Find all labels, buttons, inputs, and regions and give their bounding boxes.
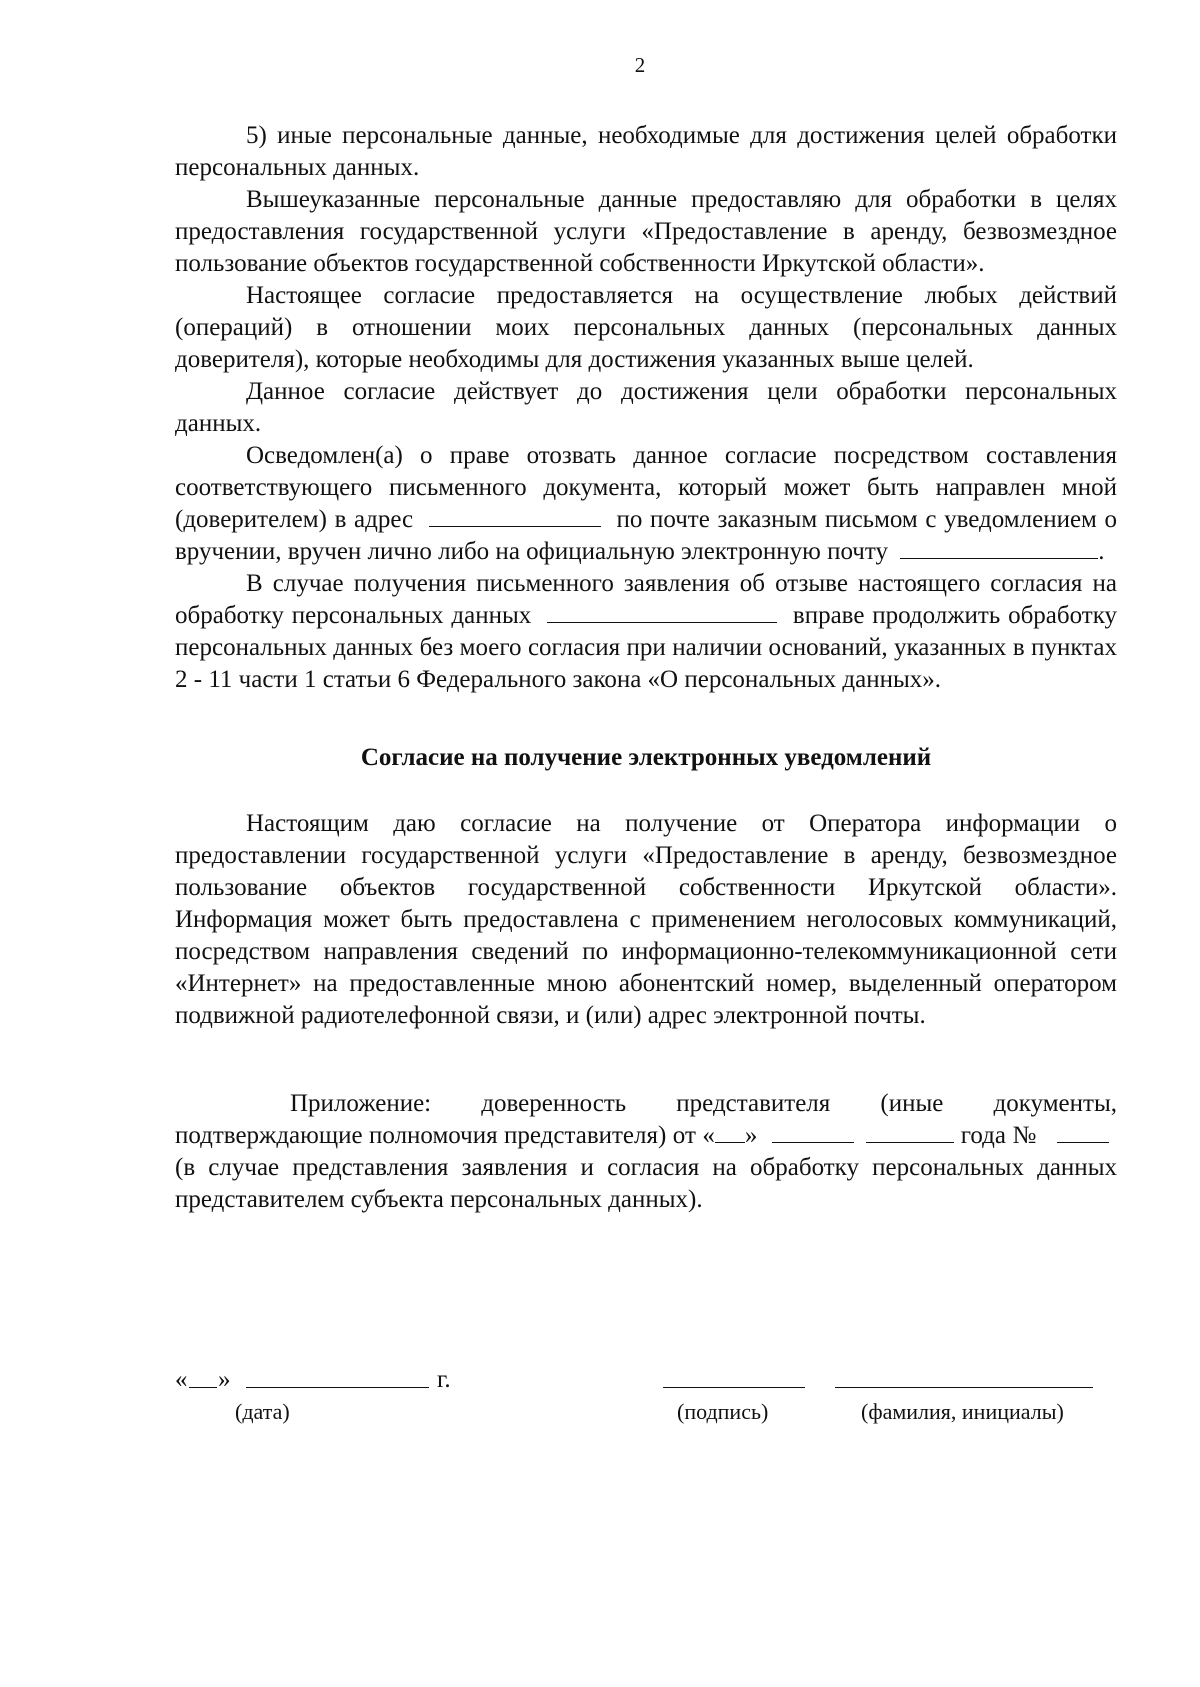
revocation-text-middle: по почте заказным письмом с уведомлением о вручении, вручен лично либо на официальную электронную почту bbox=[175, 506, 1118, 565]
operator-blank bbox=[547, 600, 777, 623]
address-blank bbox=[429, 504, 601, 527]
paragraph-actions: Настоящее согласие предоставляется на осуществление любых действий (операций) в отношении моих персональных данных (персональных данных доверителя), которые необходимы для достижения указанных выше целей. bbox=[175, 282, 1117, 373]
paragraph-revocation bbox=[175, 440, 1117, 568]
appendix-text-start: Приложение: доверенность представителя (иные документы, подтверждающие полномочия представителя) от « bbox=[175, 1090, 1117, 1149]
appendix-number-blank bbox=[1057, 1120, 1109, 1143]
paragraph-validity: Данное согласие действует до достижения цели обработки персональных данных. bbox=[175, 378, 1117, 437]
appendix-quote-close: » bbox=[744, 1122, 758, 1149]
signature-block bbox=[175, 1357, 1117, 1427]
name-caption: (фамилия, инициалы) bbox=[861, 1399, 1064, 1424]
email-blank bbox=[900, 536, 1098, 559]
appendix-year-word: года bbox=[960, 1122, 1006, 1149]
paragraph-electronic-notifications: Настоящим даю согласие на получение от Оператора информации о предоставлении государственной услуги «Предоставление в аренду, безвозмездное пользование объектов государственной собственности Иркутской области». Информация может быть предоставлена с применением неголосовых коммуникаций, посредством направления сведений по информационно-телекоммуникационной сети «Интернет» на предоставленные мною абонентский номер, выделенный оператором подвижной радиотелефонной связи, и (или) адрес электронной почты. bbox=[175, 810, 1117, 1029]
section-title: Согласие на получение электронных уведомлений bbox=[360, 744, 932, 771]
appendix-year-blank bbox=[866, 1120, 954, 1143]
page-number: 2 bbox=[634, 53, 646, 77]
withdrawal-text-start: В случае получения письменного заявления об отзыве настоящего согласия на обработку персональных данных bbox=[175, 570, 1117, 629]
appendix-day-blank bbox=[715, 1120, 745, 1143]
date-day-line bbox=[189, 1387, 217, 1388]
revocation-text-end: . bbox=[1098, 538, 1105, 565]
date-month-line bbox=[246, 1387, 429, 1388]
signature-line bbox=[663, 1387, 805, 1388]
paragraph-appendix bbox=[175, 1088, 1117, 1216]
appendix-number-sign: № bbox=[1012, 1122, 1037, 1149]
date-caption: (дата) bbox=[235, 1399, 290, 1424]
withdrawal-text-end: вправе продолжить обработку персональных данных без моего согласия при наличии оснований, указанных в пунктах 2 - 11 части 1 статьи 6 Федерального закона «О персональных данных». bbox=[175, 602, 1118, 693]
paragraph-withdrawal bbox=[175, 568, 1117, 696]
paragraph-other-data: 5) иные персональные данные, необходимые для достижения целей обработки персональных данных. bbox=[175, 122, 1117, 181]
signature-caption: (подпись) bbox=[677, 1399, 769, 1424]
date-year-suffix: г. bbox=[437, 1366, 451, 1393]
appendix-text-end: (в случае представления заявления и согласия на обработку персональных данных представителем субъекта персональных данных). bbox=[175, 1154, 1117, 1213]
date-quote-open: « bbox=[175, 1366, 188, 1393]
revocation-text-start: Осведомлен(а) о праве отозвать данное согласие посредством составления соответствующего письменного документа, который может быть направлен мной (доверителем) в адрес bbox=[175, 442, 1117, 533]
spacer bbox=[175, 1032, 1117, 1088]
date-quote-close: » bbox=[218, 1366, 231, 1393]
document-body bbox=[175, 120, 1117, 1216]
appendix-month-blank bbox=[772, 1120, 854, 1143]
name-line bbox=[835, 1387, 1093, 1388]
paragraph-purpose: Вышеуказанные персональные данные предоставляю для обработки в целях предоставления государственной услуги «Предоставление в аренду, безвозмездное пользование объектов государственной собственности Иркутской области». bbox=[175, 186, 1117, 277]
